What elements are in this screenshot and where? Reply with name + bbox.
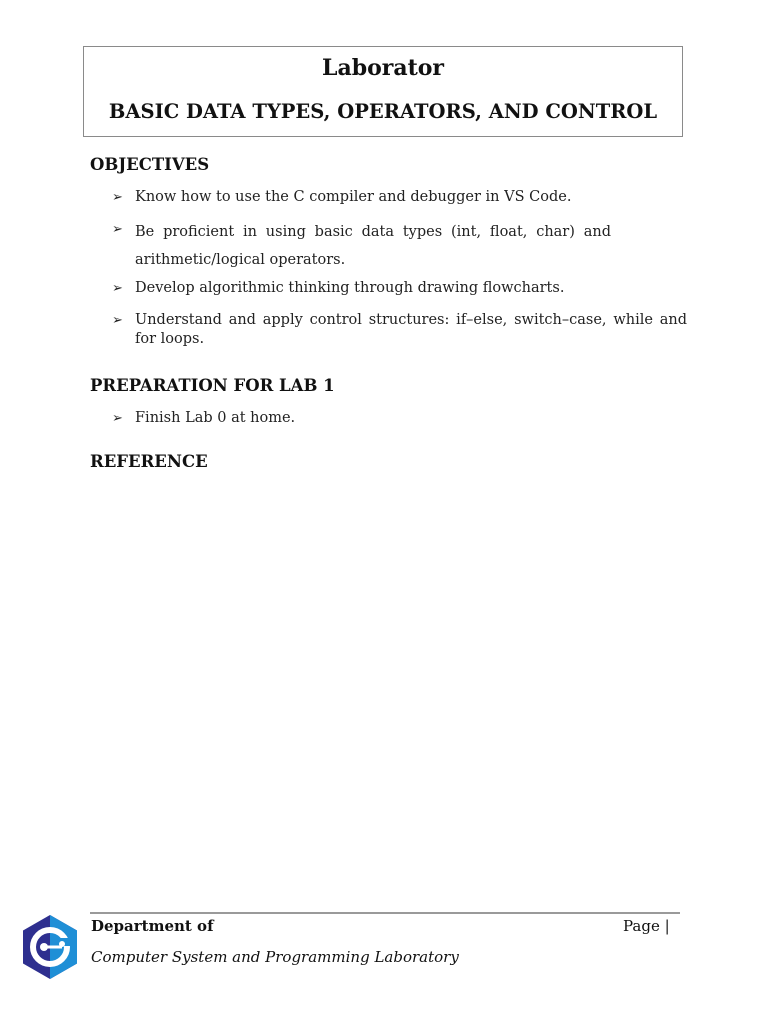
objective-item: Understand and apply control structures: if–else, switch–case, while and for loops.: [135, 312, 687, 347]
page-title: Laborator: [321, 55, 445, 81]
footer-page-number: Page |: [623, 917, 670, 935]
department-logo-icon: [22, 914, 78, 980]
reference-heading: REFERENCE: [90, 452, 208, 471]
footer-department: Department of: [91, 917, 214, 935]
objectives-heading: OBJECTIVES: [90, 155, 210, 174]
bullet-arrow-icon: ➢: [112, 313, 123, 328]
bullet-arrow-icon: ➢: [112, 411, 123, 426]
bullet-arrow-icon: ➢: [112, 281, 123, 296]
preparation-heading: PREPARATION FOR LAB 1: [90, 376, 335, 395]
objective-item: Develop algorithmic thinking through drawing flowcharts.: [135, 280, 565, 296]
footer-divider: [90, 912, 680, 914]
footer-lab-name: Computer System and Programming Laboratory: [91, 948, 459, 966]
bullet-arrow-icon: ➢: [112, 190, 123, 205]
preparation-item: Finish Lab 0 at home.: [135, 410, 296, 426]
page-subtitle: BASIC DATA TYPES, OPERATORS, AND CONTROL: [108, 100, 658, 123]
objective-item: Be proficient in using basic data types (int, float, char) and arithmetic/logical operators.: [135, 224, 611, 268]
title-box: [83, 46, 683, 137]
bullet-arrow-icon: ➢: [112, 222, 123, 237]
objective-item: Know how to use the C compiler and debugger in VS Code.: [135, 189, 572, 205]
